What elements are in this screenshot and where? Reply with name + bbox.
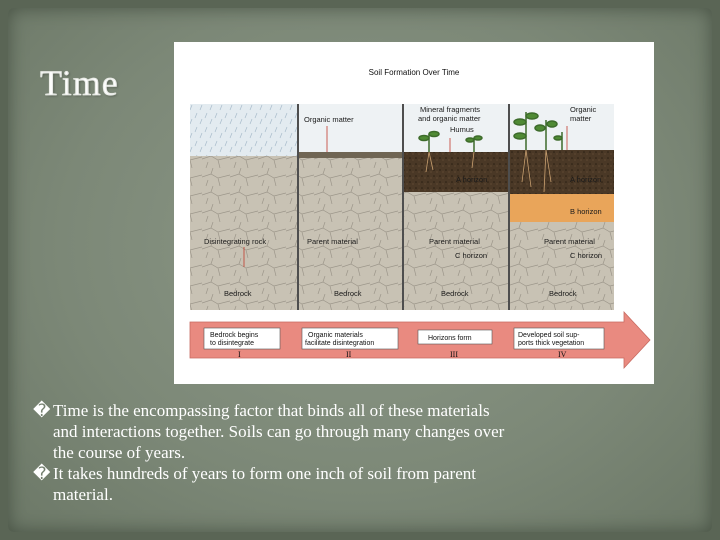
bullet-text-line: material. [53,485,113,504]
label-bedrock: Bedrock [549,289,577,298]
stage-numeral: III [450,350,458,359]
label-mineral-fragments: Mineral fragments [420,105,481,114]
label-bedrock: Bedrock [334,289,362,298]
bullet-item [33,463,703,505]
organic-layer-col2 [299,152,402,158]
label-organic: Organic [570,105,597,114]
stage-2-text: Organic materials [308,332,363,339]
sky-col2 [299,104,402,156]
bullet-text-line: and interactions together. Soils can go through many changes over [53,422,505,441]
bullet-text-line: the course of years. [53,443,186,462]
label-bedrock: Bedrock [224,289,252,298]
stage-1-text: Bedrock begins [210,332,259,339]
stage-numeral: IV [558,350,567,359]
label-humus: Humus [450,125,474,134]
label-bedrock: Bedrock [441,289,469,298]
stage-3-text: Horizons form [428,335,472,342]
bullet-text-line: It takes hundreds of years to form one inch of soil from parent [53,464,476,483]
figure-title: Soil Formation Over Time [368,68,460,77]
label-organic-matter: Organic matter [304,115,354,124]
label-a-horizon: A horizon [570,175,602,184]
stage-2-text-2: facilitate disintegration [305,340,375,347]
stage-4-text: Developed soil sup- [518,332,580,339]
rock-col2 [299,158,402,310]
sky-rain-col1 [190,104,297,156]
label-b-horizon: B horizon [570,207,602,216]
bullet-mark: � [33,464,51,483]
topsoil-col4 [510,150,614,194]
label-parent-material: Parent material [307,237,358,246]
label-parent-material: Parent material [544,237,595,246]
label-a-horizon: A horizon [456,175,488,184]
bullet-mark: � [33,401,51,420]
bullet-list [33,400,703,505]
label-parent-material: Parent material [429,237,480,246]
stage-numeral: I [238,350,241,359]
slide-title: Time [40,63,119,103]
label-c-horizon: C horizon [455,251,488,260]
label-mineral-fragments-2: and organic matter [418,114,481,123]
stage-numeral: II [346,350,352,359]
stage-4-text-2: ports thick vegetation [518,340,585,347]
label-matter: matter [570,114,592,123]
bullet-item [33,400,703,463]
soil-formation-figure [174,42,654,384]
stage-1-text-2: to disintegrate [210,340,254,347]
rock-col1 [190,156,297,310]
label-disintegrating-rock: Disintegrating rock [204,237,267,246]
soil-diagram [174,42,654,384]
label-c-horizon: C horizon [570,251,603,260]
topsoil-col3 [404,152,508,192]
bullet-text-line: Time is the encompassing factor that binds all of these materials [53,401,490,420]
